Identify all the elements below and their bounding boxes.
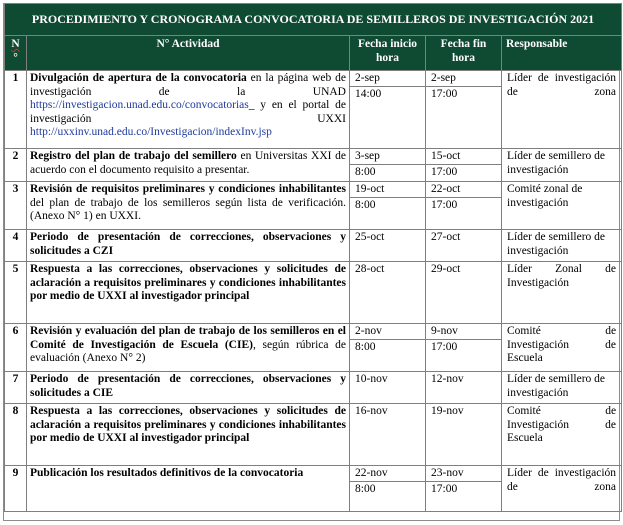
activity-cell: Revisión de requisitos preliminares y condiciones inhabilitantes del plan de trabajo de los semilleros según lista de verificación. (Anexo N° 1) en UXXI.: [27, 182, 350, 230]
responsible-cell: Comité de Investigación de Escuela: [502, 404, 622, 466]
row-number: 3: [5, 182, 27, 230]
header-responsible: Responsable: [502, 36, 622, 71]
responsible-cell: Líder de semillero de investigación: [502, 149, 622, 182]
header-activity: N° Actividad: [27, 36, 350, 71]
end-cell: 22-oct 17:00: [426, 182, 502, 230]
table-row: [5, 71, 622, 149]
table-row: [5, 324, 622, 372]
link-uxxi-portal[interactable]: http://uxxinv.unad.edu.co/Investigacion/indexInv.jsp: [30, 126, 272, 138]
row-number: 4: [5, 230, 27, 262]
activity-cell: Periodo de presentación de correcciones, observaciones y solicitudes a CIE: [27, 372, 350, 404]
activity-cell: Publicación los resultados definitivos de la convocatoria: [27, 466, 350, 512]
end-cell: 2-sep 17:00: [426, 71, 502, 149]
activity-cell: Respuesta a las correcciones, observaciones y solicitudes de aclaración a requisitos preliminares y condiciones inhabilitantes por medio de UXXI al investigador principal: [27, 404, 350, 466]
table-row: [5, 466, 622, 512]
end-cell: 29-oct: [426, 262, 502, 324]
start-cell: 3-sep 8:00: [350, 149, 426, 182]
start-cell: 2-sep 14:00: [350, 71, 426, 149]
start-cell: 28-oct: [350, 262, 426, 324]
responsible-cell: Líder de investigación de zona: [502, 71, 622, 149]
table-row: [5, 182, 622, 230]
end-cell: 12-nov: [426, 372, 502, 404]
responsible-cell: Líder de semillero de investigación: [502, 372, 622, 404]
activity-cell: Registro del plan de trabajo del semillero en Universitas XXI de acuerdo con el documento requisito a presentar.: [27, 149, 350, 182]
end-cell: 27-oct: [426, 230, 502, 262]
row-number: 5: [5, 262, 27, 324]
start-cell: 25-oct: [350, 230, 426, 262]
row-number: 1: [5, 71, 27, 149]
row-number: 2: [5, 149, 27, 182]
table-row: [5, 262, 622, 324]
responsible-cell: Comité de Investigación de Escuela: [502, 324, 622, 372]
row-number: 6: [5, 324, 27, 372]
row-number: 9: [5, 466, 27, 512]
end-cell: 23-nov 17:00: [426, 466, 502, 512]
activity-cell: Periodo de presentación de correcciones, observaciones y solicitudes a CZI: [27, 230, 350, 262]
responsible-cell: Líder Zonal de Investigación: [502, 262, 622, 324]
link-convocatorias[interactable]: https://investigacion.unad.edu.co/convocatorias: [30, 99, 249, 111]
activity-cell: Respuesta a las correcciones, observaciones y solicitudes de aclaración a requisitos preliminares y condiciones inhabilitantes por medio de UXXI al investigador principal: [27, 262, 350, 324]
row-number: 7: [5, 372, 27, 404]
activity-cell: Revisión y evaluación del plan de trabajo de los semilleros en el Comité de Investigación de Escuela (CIE), según rúbrica de evaluación (Anexo N° 2): [27, 324, 350, 372]
schedule-table: [4, 3, 622, 512]
end-cell: 9-nov 17:00: [426, 324, 502, 372]
header-start: Fecha inicio hora: [350, 36, 426, 71]
start-cell: 19-oct 8:00: [350, 182, 426, 230]
header-end: Fecha fin hora: [426, 36, 502, 71]
table-row: [5, 372, 622, 404]
row-number: 8: [5, 404, 27, 466]
table-row: [5, 149, 622, 182]
activity-cell: Divulgación de apertura de la convocatoria en la página web de investigación de la UNAD https://investigacion.unad.edu.co/convocatorias_ y en el portal de investigación UXXI http://uxxinv.unad.edu.co/Investigacion/indexInv.jsp: [27, 71, 350, 149]
responsible-cell: Comité zonal de investigación: [502, 182, 622, 230]
start-cell: 16-nov: [350, 404, 426, 466]
start-cell: 22-nov 8:00: [350, 466, 426, 512]
end-cell: 19-nov: [426, 404, 502, 466]
start-cell: 10-nov: [350, 372, 426, 404]
table-row: [5, 404, 622, 466]
table-title: PROCEDIMIENTO Y CRONOGRAMA CONVOCATORIA DE SEMILLEROS DE INVESTIGACIÓN 2021: [5, 4, 622, 36]
start-cell: 2-nov 8:00: [350, 324, 426, 372]
header-number: N °: [5, 36, 27, 71]
table-row: [5, 230, 622, 262]
end-cell: 15-oct 17:00: [426, 149, 502, 182]
responsible-cell: Líder de investigación de zona: [502, 466, 622, 512]
responsible-cell: Líder de semillero de investigación: [502, 230, 622, 262]
